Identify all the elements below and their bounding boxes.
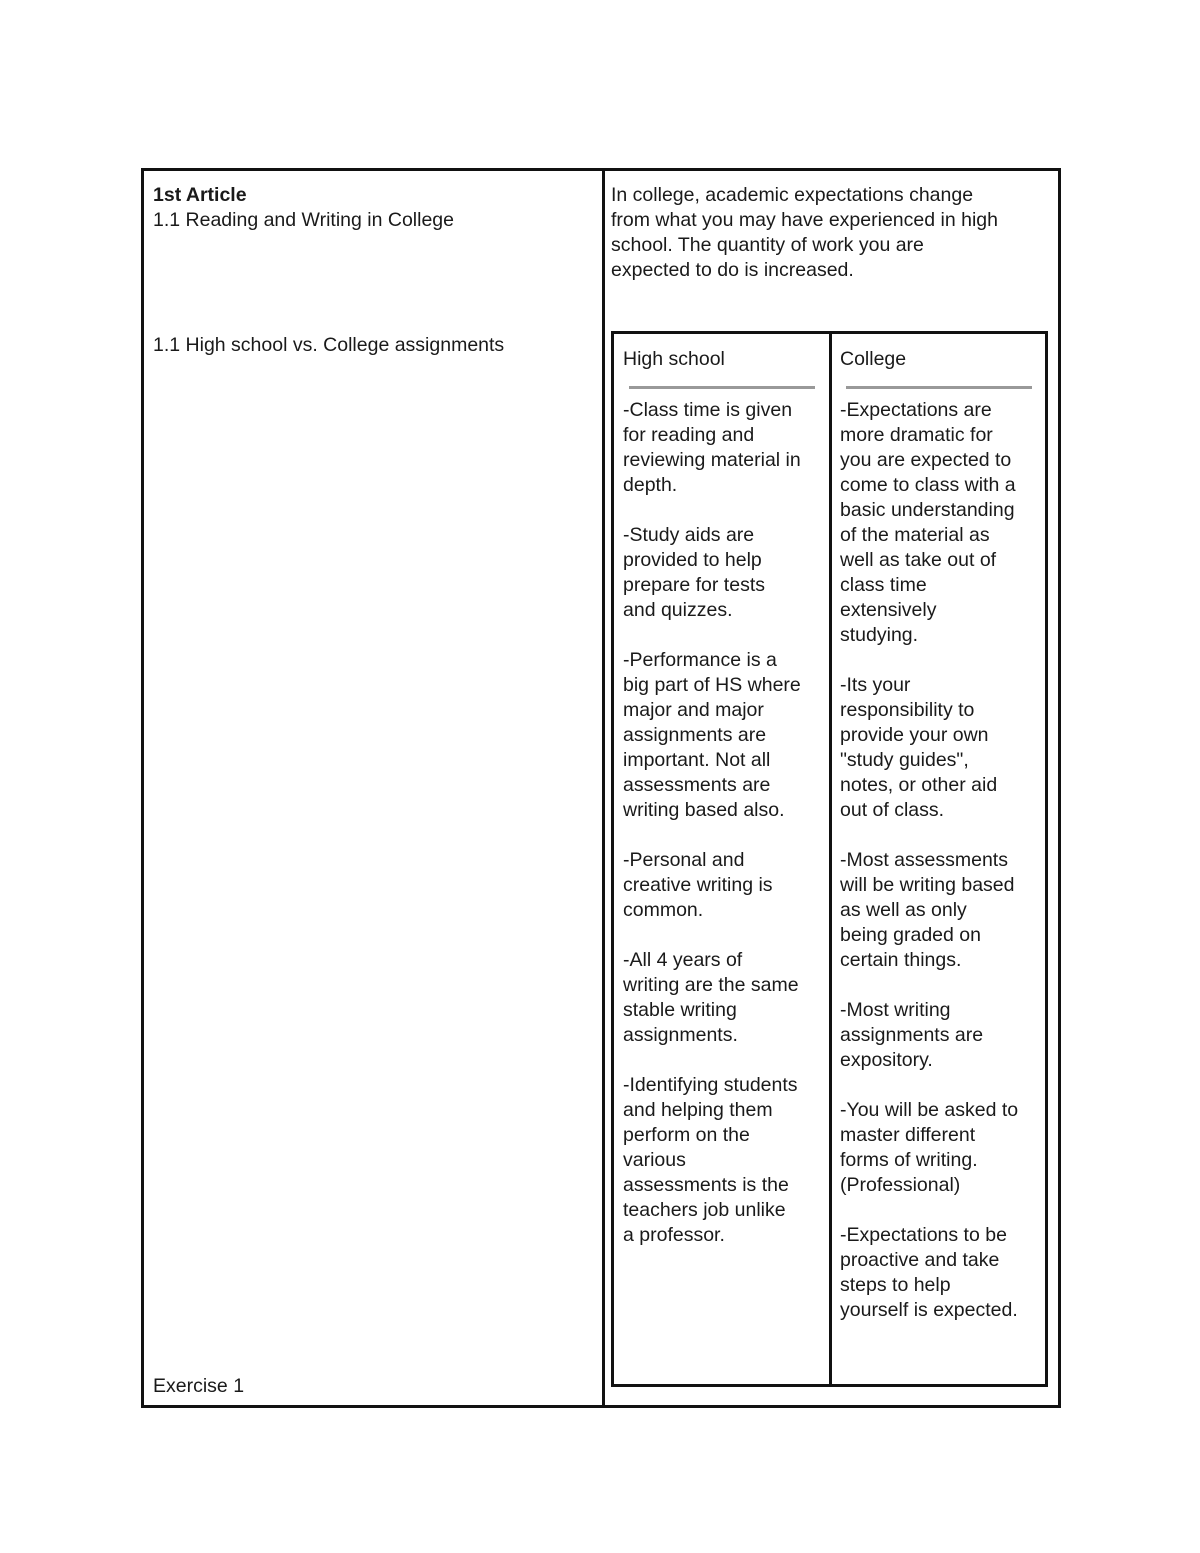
comparison-divider <box>829 334 832 1384</box>
college-item: -Its your responsibility to provide your own "study guides", notes, or other aid out of class. <box>840 674 998 821</box>
high-school-item: -Performance is a big part of HS where major and major assignments are important. Not all assessments are writing based also. <box>623 649 801 821</box>
high-school-item: -Study aids are provided to help prepare for tests and quizzes. <box>623 524 765 621</box>
high-school-item: -Personal and creative writing is common. <box>623 849 773 921</box>
intro-line: expected to do is increased. <box>611 259 854 281</box>
section-title: 1.1 High school vs. College assignments <box>153 334 505 356</box>
college-item: -Expectations are more dramatic for you are expected to come to class with a basic understanding of the material as well as take out of class time extensively studying. <box>840 399 1016 646</box>
college-item: -You will be asked to master different forms of writing. (Professional) <box>840 1099 1019 1196</box>
header-rule <box>846 386 1032 389</box>
intro-line: school. The quantity of work you are <box>611 234 924 256</box>
high-school-item: -Class time is given for reading and reviewing material in depth. <box>623 399 801 496</box>
header-rule <box>629 386 815 389</box>
college-column <box>840 347 1042 1348</box>
high-school-item: -Identifying students and helping them perform on the various assessments is the teachers job unlike a professor. <box>623 1074 798 1246</box>
intro-paragraph <box>611 183 1051 283</box>
exercise-label: Exercise 1 <box>153 1375 245 1397</box>
article-heading: 1st Article <box>153 184 247 206</box>
college-item: -Most writing assignments are expository. <box>840 999 984 1071</box>
high-school-header: High school <box>623 348 725 370</box>
notes-table <box>141 168 1061 1408</box>
intro-line: from what you may have experienced in high <box>611 209 998 231</box>
intro-line: In college, academic expectations change <box>611 184 974 206</box>
high-school-item: -All 4 years of writing are the same stable writing assignments. <box>623 949 799 1046</box>
comparison-table <box>611 331 1048 1387</box>
college-header: College <box>840 348 907 370</box>
column-divider <box>602 171 605 1405</box>
college-item: -Expectations to be proactive and take steps to help yourself is expected. <box>840 1224 1018 1321</box>
left-cell <box>153 183 593 1398</box>
article-subtitle: 1.1 Reading and Writing in College <box>153 209 454 231</box>
high-school-column <box>623 347 823 1273</box>
college-item: -Most assessments will be writing based as well as only being graded on certain things. <box>840 849 1015 971</box>
right-cell <box>611 183 1051 1398</box>
